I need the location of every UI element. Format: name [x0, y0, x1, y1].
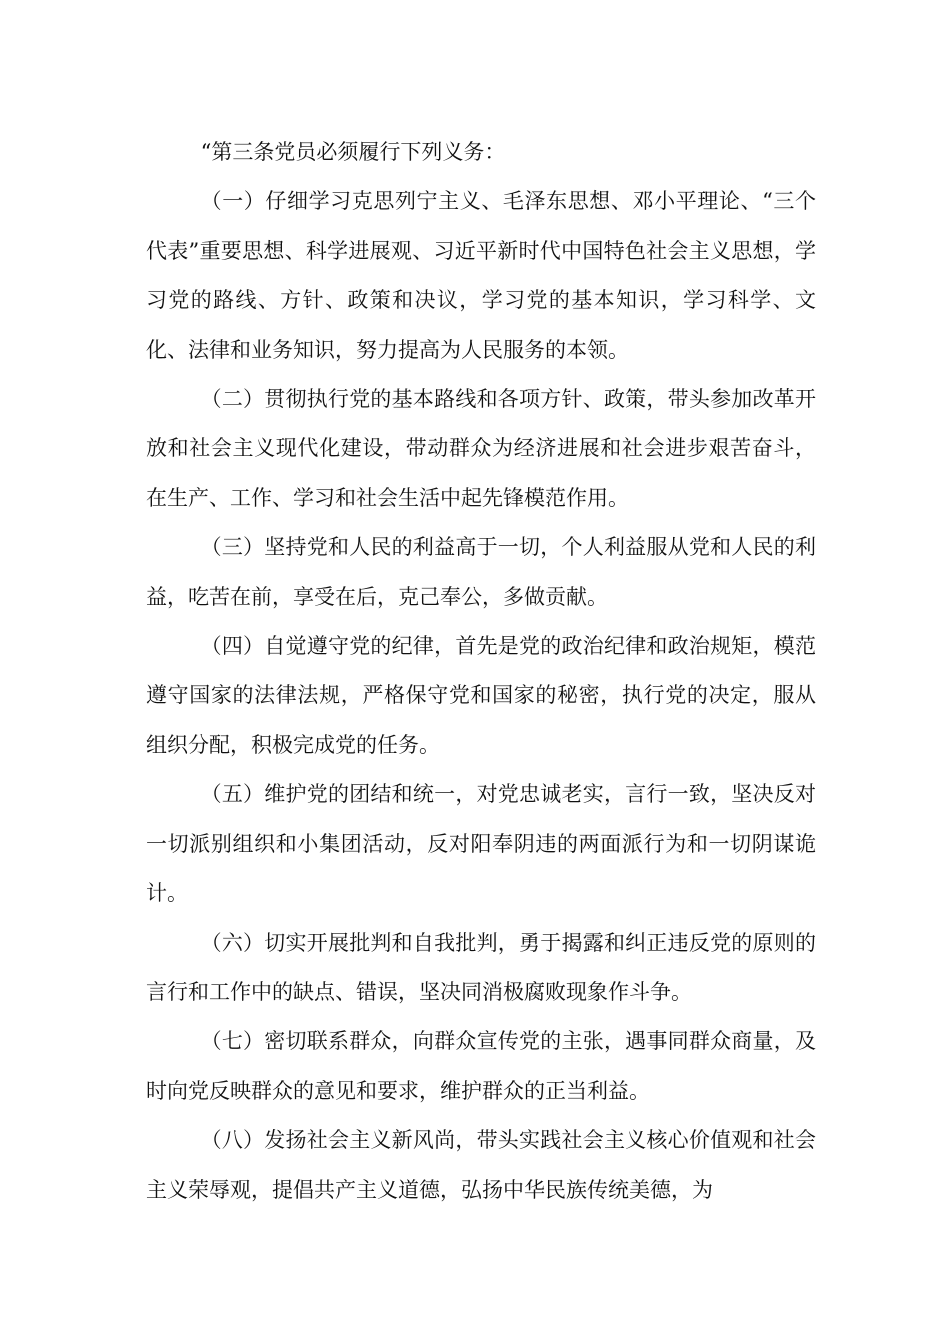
- paragraph-duty-4: （四）自觉遵守党的纪律，首先是党的政治纪律和政治规矩，模范遵守国家的法律法规，严格保守党和国家的秘密，执行党的决定，服从组织分配，积极完成党的任务。: [146, 634, 816, 757]
- document-body: [146, 128, 816, 1215]
- paragraph-intro: “第三条党员必须履行下列义务：: [200, 140, 506, 164]
- paragraph-duty-3: （三）坚持党和人民的利益高于一切，个人利益服从党和人民的利益，吃苦在前，享受在后，克己奉公，多做贡献。: [146, 535, 816, 609]
- paragraph-duty-8: （八）发扬社会主义新风尚，带头实践社会主义核心价值观和社会主义荣辱观，提倡共产主义道德，弘扬中华民族传统美德，为: [146, 1128, 816, 1202]
- paragraph-duty-2: （二）贯彻执行党的基本路线和各项方针、政策，带头参加改革开放和社会主义现代化建设，带动群众为经济进展和社会进步艰苦奋斗，在生产、工作、学习和社会生活中起先锋模范作用。: [146, 387, 816, 510]
- paragraph-duty-1: （一）仔细学习克思列宁主义、毛泽东思想、邓小平理论、“三个代表”重要思想、科学进展观、习近平新时代中国特色社会主义思想，学习党的路线、方针、政策和决议，学习党的基本知识，学习科学、文化、法律和业务知识，努力提高为人民服务的本领。: [146, 189, 816, 362]
- paragraph-duty-7: （七）密切联系群众，向群众宣传党的主张，遇事同群众商量，及时向党反映群众的意见和要求，维护群众的正当利益。: [146, 1029, 816, 1103]
- paragraph-duty-5: （五）维护党的团结和统一，对党忠诚老实，言行一致，坚决反对一切派别组织和小集团活动，反对阳奉阴违的两面派行为和一切阴谋诡计。: [146, 782, 816, 906]
- paragraph-duty-6: （六）切实开展批判和自我批判，勇于揭露和纠正违反党的原则的言行和工作中的缺点、错误，坚决同消极腐败现象作斗争。: [146, 930, 816, 1004]
